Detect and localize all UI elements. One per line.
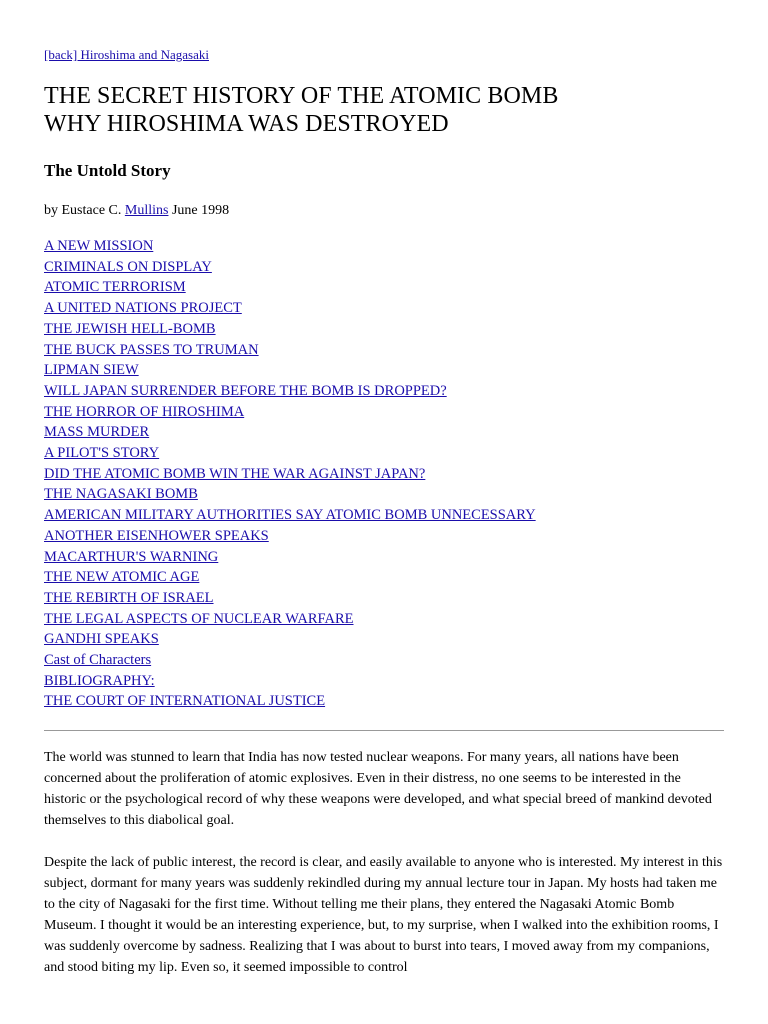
toc-item: [44, 484, 724, 505]
toc-link-did-the-bomb-win[interactable]: DID THE ATOMIC BOMB WIN THE WAR AGAINST JAPAN?: [44, 465, 426, 482]
author-link[interactable]: Mullins: [124, 203, 169, 218]
toc-link-court-of-justice[interactable]: THE COURT OF INTERNATIONAL JUSTICE: [44, 693, 326, 710]
toc-link-horror-of-hiroshima[interactable]: THE HORROR OF HIROSHIMA: [44, 403, 245, 420]
title-line-2: WHY HIROSHIMA WAS DESTROYED: [44, 111, 449, 137]
toc-item: [44, 236, 724, 257]
toc-item: [44, 567, 724, 588]
body-paragraph-2: Despite the lack of public interest, the record is clear, and easily available to anyone who is interested. My interest in this subject, dormant for many years was suddenly rekindled during my annual lecture tour in Japan. My hosts had taken me to the city of Nagasaki for the first time. Without telling me their plans, they entered the Nagasaki Atomic Bomb Museum. I thought it would be an interesting experience, but, to my surprise, when I walked into the exhibition rooms, I was suddenly overcome by sadness. Realizing that I was about to burst into tears, I moved away from my companions, and stood biting my lip. Even so, it seemed impossible to control: [44, 855, 723, 976]
toc-link-new-atomic-age[interactable]: THE NEW ATOMIC AGE: [44, 569, 200, 586]
toc-item: [44, 609, 724, 630]
toc-item: [44, 650, 724, 671]
toc-item: [44, 277, 724, 298]
toc-link-cast-of-characters[interactable]: Cast of Characters: [44, 652, 152, 669]
toc-item: [44, 443, 724, 464]
toc-link-gandhi-speaks[interactable]: GANDHI SPEAKS: [44, 631, 159, 648]
body-paragraph-1: The world was stunned to learn that India has now tested nuclear weapons. For many years, all nations have been concerned about the proliferation of atomic explosives. Even in their distress, no one seems to be interested in the historic or the psychological record of why these weapons were developed, and what special breed of mankind devoted themselves to this diabolical goal.: [44, 750, 712, 829]
title-line-1: THE SECRET HISTORY OF THE ATOMIC BOMB: [44, 83, 559, 109]
toc-item: [44, 422, 724, 443]
toc-item: [44, 505, 724, 526]
toc-item: [44, 671, 724, 692]
toc-link-jewish-hell-bomb[interactable]: THE JEWISH HELL-BOMB: [44, 320, 216, 337]
toc-item: [44, 257, 724, 278]
back-link[interactable]: [back] Hiroshima and Nagasaki: [44, 47, 209, 62]
toc-item: [44, 298, 724, 319]
toc-item: [44, 319, 724, 340]
toc-link-legal-aspects[interactable]: THE LEGAL ASPECTS OF NUCLEAR WARFARE: [44, 610, 354, 627]
toc-link-a-pilots-story[interactable]: A PILOT'S STORY: [44, 445, 160, 462]
toc-link-a-new-mission[interactable]: A NEW MISSION: [44, 238, 154, 254]
toc-link-nagasaki-bomb[interactable]: THE NAGASAKI BOMB: [44, 486, 198, 503]
page-title: [44, 82, 724, 138]
toc-item: [44, 629, 724, 650]
section-divider: [44, 730, 724, 731]
toc-link-mass-murder[interactable]: MASS MURDER: [44, 424, 150, 441]
byline-prefix: by Eustace C.: [44, 203, 122, 218]
toc-link-lipman-siew[interactable]: LIPMAN SIEW: [44, 362, 139, 379]
byline: [44, 202, 724, 220]
toc-item: [44, 340, 724, 361]
toc-link-rebirth-of-israel[interactable]: THE REBIRTH OF ISRAEL: [44, 589, 214, 606]
subtitle: The Untold Story: [44, 161, 171, 180]
toc-item: [44, 402, 724, 423]
toc-link-will-japan-surrender[interactable]: WILL JAPAN SURRENDER BEFORE THE BOMB IS DROPPED?: [44, 382, 447, 399]
byline-date: June 1998: [171, 203, 230, 218]
toc-item: [44, 588, 724, 609]
toc-item: [44, 464, 724, 485]
toc-item: [44, 360, 724, 381]
toc-item: [44, 526, 724, 547]
toc-item: [44, 381, 724, 402]
toc-link-united-nations-project[interactable]: A UNITED NATIONS PROJECT: [44, 300, 242, 317]
toc-link-criminals-on-display[interactable]: CRIMINALS ON DISPLAY: [44, 258, 212, 275]
toc-link-atomic-terrorism[interactable]: ATOMIC TERRORISM: [44, 279, 186, 296]
table-of-contents: [44, 236, 724, 712]
toc-item: [44, 547, 724, 568]
toc-link-macarthurs-warning[interactable]: MACARTHUR'S WARNING: [44, 548, 219, 565]
toc-link-military-authorities[interactable]: AMERICAN MILITARY AUTHORITIES SAY ATOMIC BOMB UNNECESSARY: [44, 507, 536, 524]
toc-link-another-eisenhower[interactable]: ANOTHER EISENHOWER SPEAKS: [44, 527, 269, 544]
toc-item: [44, 691, 724, 712]
toc-link-buck-passes-to-truman[interactable]: THE BUCK PASSES TO TRUMAN: [44, 341, 259, 358]
toc-link-bibliography[interactable]: BIBLIOGRAPHY:: [44, 672, 155, 689]
